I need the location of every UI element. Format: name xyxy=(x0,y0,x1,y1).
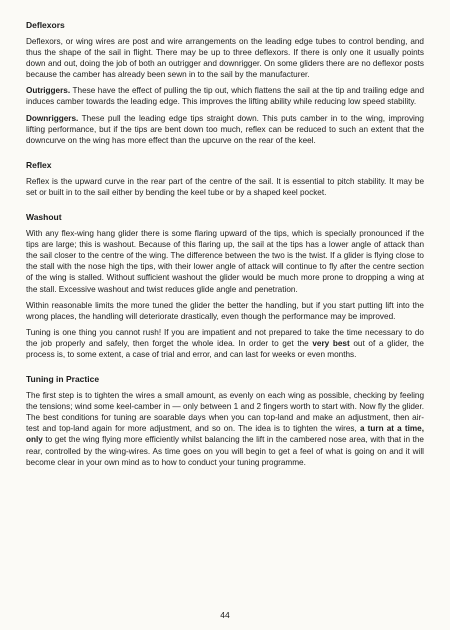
paragraph: Tuning is one thing you cannot rush! If you are impatient and not prepared to take the time necessary to do the job properly and safely, then forget the whole idea. In order to get the very best out of a glider, the process is, to some extent, a case of trial and error, and can last for weeks or even months. xyxy=(26,327,424,359)
heading-tuning-in-practice: Tuning in Practice xyxy=(26,374,100,385)
term-downriggers: Downriggers. xyxy=(26,113,79,123)
paragraph: Downriggers. These pull the leading edge tips straight down. This puts camber in to the wing, improving lifting performance, but if the tips are bent down too much, reflex can be reduced to such an extent that the downcurve on the wing has more effect than the upcurve on the rear of the keel. xyxy=(26,113,424,145)
paragraph: Within reasonable limits the more tuned the glider the better the handling, but if you start putting lift into the wrong places, the handling will deteriorate drastically, even though the performance may be improved. xyxy=(26,300,424,321)
section-reflex xyxy=(26,160,424,198)
heading-washout: Washout xyxy=(26,212,62,223)
section-washout xyxy=(26,212,424,360)
heading-reflex: Reflex xyxy=(26,159,52,170)
paragraph: Reflex is the upward curve in the rear part of the centre of the sail. It is essential to pitch stability. It may be set or built in to the sail either by bending the keel tube or by a shaped keel pocket. xyxy=(26,176,424,197)
emphasis-very-best: very best xyxy=(312,338,350,348)
section-tuning-in-practice xyxy=(26,374,424,468)
emphasis-turn-at-a-time: a turn at a time, only xyxy=(26,424,424,445)
paragraph: Deflexors, or wing wires are post and wire arrangements on the leading edge tubes to control bending, and thus the shape of the sail in flight. There may be up to three deflexors. If there is only one it usually points down and out, doing the job of both an outrigger and downrigger. On some gliders there are no deflexor posts because the camber has already been sewn in to the sail by the manufacturer. xyxy=(26,37,424,80)
page-content xyxy=(26,20,424,476)
paragraph: Outriggers. These have the effect of pulling the tip out, which flattens the sail at the tip and trailing edge and induces camber towards the leading edge. This improves the lifting ability while reducing low speed stability. xyxy=(26,86,424,107)
term-outriggers: Outriggers. xyxy=(26,86,71,96)
paragraph: The first step is to tighten the wires a small amount, as evenly on each wing as possible, checking by feeling the tensions; wind some keel-camber in — only between 1 and 2 fingers worth to start with. Now fly the glider. The best conditions for tuning are soarable days when you can top-land and make an adjustment, then air-test and top-land again for more adjustment, and so on. The idea is to tighten the wires, a turn at a time, only to get the wing flying more efficiently whilst balancing the lift in the cambered nose area, with that in the rear, controlled by the wing-wires. As time goes on you will begin to get a feel of what is going on and it will become clear in your own mind as to how to conduct your tuning programme. xyxy=(26,391,424,467)
section-deflexors xyxy=(26,20,424,146)
page-number: 44 xyxy=(220,610,230,620)
paragraph: With any flex-wing hang glider there is some flaring upward of the tips, which is specially pronounced if the tips are large; this is washout. Because of this flaring up, the sail at the tips has a lower angle of attack than the sail closer to the centre of the wing. The difference between the two is the twist. If a glider is flying close to the stall with the nose high the tips, with their lower angle of attack will continue to fly after the centre section of the wing is stalled. Without sufficient washout the glider would be much more prone to dropping a wing at the stall. Excessive washout and twist reduces glide angle and penetration. xyxy=(26,229,424,294)
heading-deflexors: Deflexors xyxy=(26,20,65,30)
